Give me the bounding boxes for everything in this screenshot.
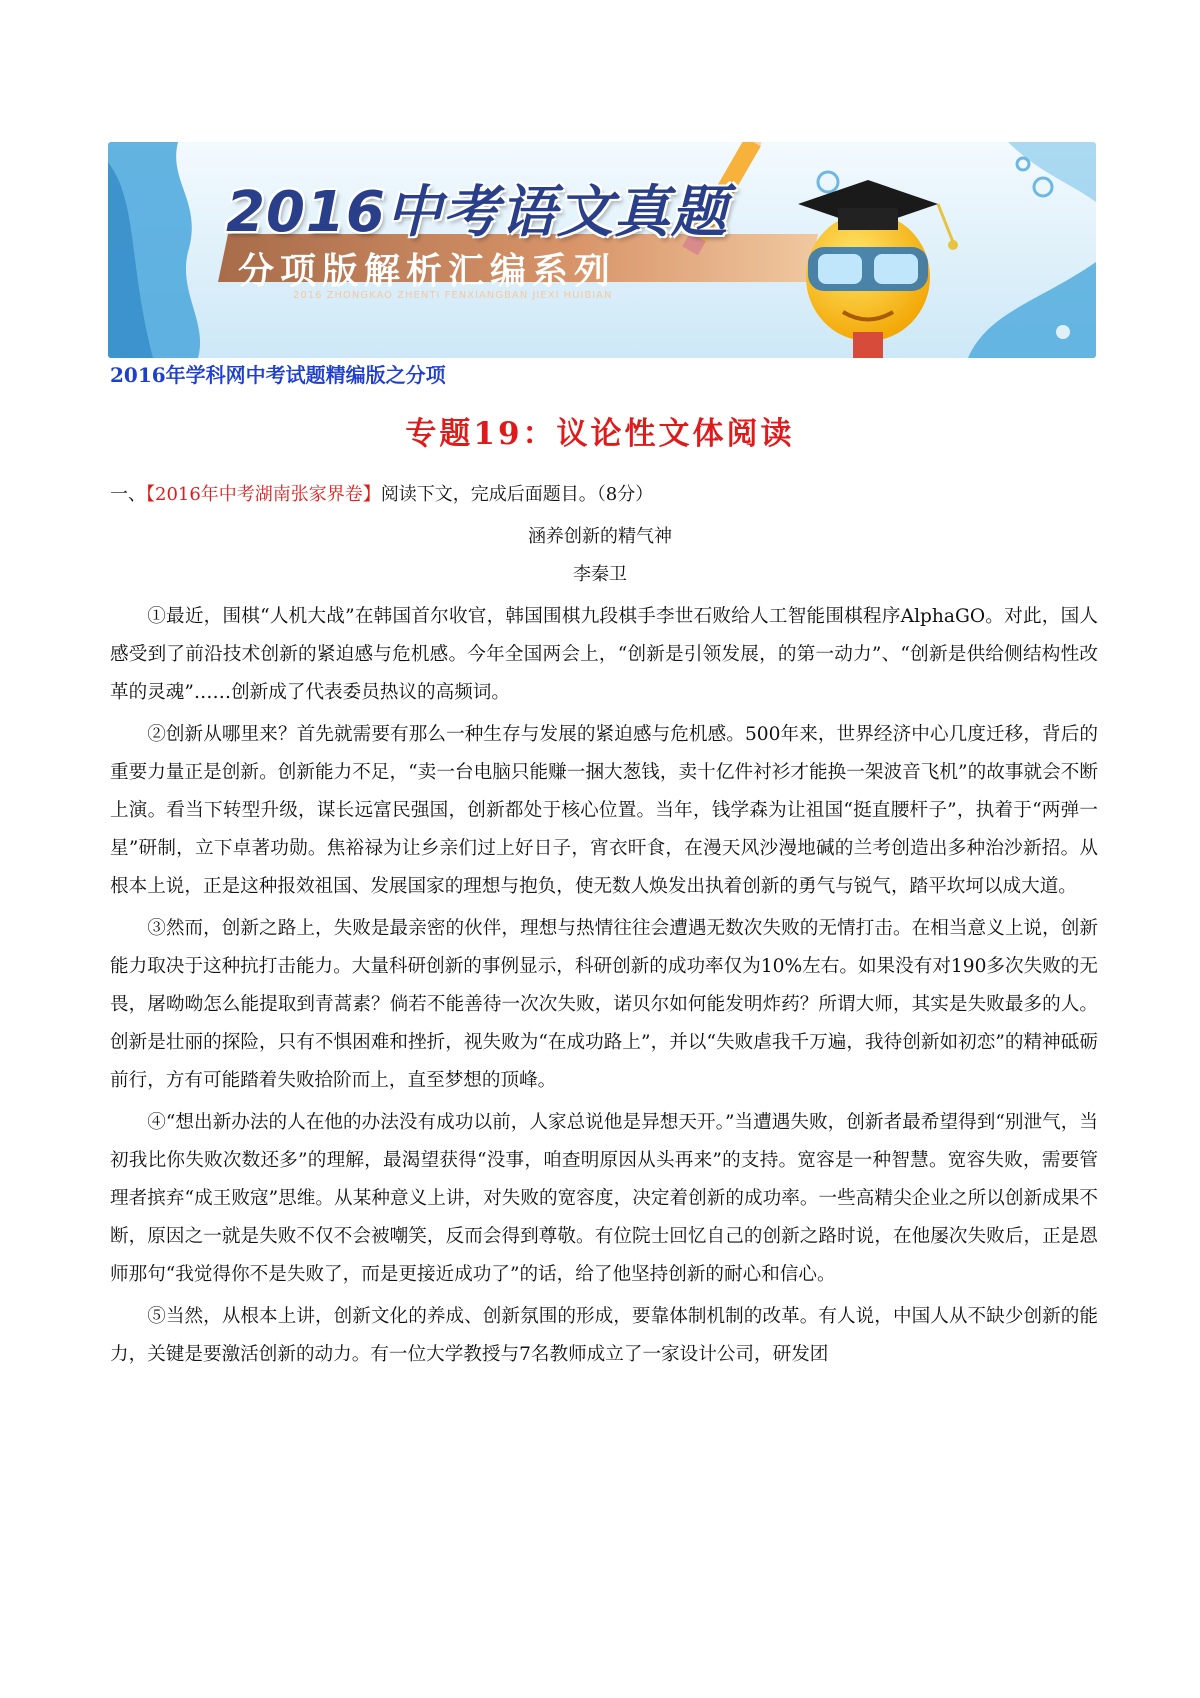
banner-image	[108, 142, 1096, 358]
banner-pinyin: 2016 ZHONGKAO ZHENTI FENXIANGBAN JIEXI HUIBIAN	[293, 290, 613, 301]
question-number: 一、	[110, 484, 146, 505]
question-intro	[110, 480, 653, 506]
paragraph-1: ①最近，围棋“人机大战”在韩国首尔收官，韩国围棋九段棋手李世石败给人工智能围棋程序AlphaGO。对此，国人感受到了前沿技术创新的紧迫感与危机感。今年全国两会上，“创新是引领发展，的第一动力”、“创新是供给侧结构性改革的灵魂”……创新成了代表委员热议的高频词。	[110, 606, 1098, 704]
article-author: 李秦卫	[573, 564, 627, 585]
series-heading: 2016年学科网中考试题精编版之分项	[110, 363, 446, 387]
article-title: 涵养创新的精气神	[528, 526, 672, 547]
article-body	[110, 598, 1098, 1377]
banner-subtitle: 分项版解析汇编系列	[238, 251, 617, 292]
banner-title: 2016中考语文真题	[226, 180, 728, 245]
question-source: 【2016年中考湖南张家界卷】	[146, 484, 381, 505]
paragraph-2: ②创新从哪里来？首先就需要有那么一种生存与发展的紧迫感与危机感。500年来，世界经济中心几度迁移，背后的重要力量正是创新。创新能力不足，“卖一台电脑只能赚一捆大葱钱，卖十亿件衬衫才能换一架波音飞机”的故事就会不断上演。看当下转型升级，谋长远富民强国，创新都处于核心位置。当年，钱学森为让祖国“挺直腰杆子”，执着于“两弹一星”研制，立下卓著功勋。焦裕禄为让乡亲们过上好日子，宵衣旰食，在漫天风沙漫地碱的兰考创造出多种治沙新招。从根本上说，正是这种报效祖国、发展国家的理想与抱负，使无数人焕发出执着创新的勇气与锐气，踏平坎坷以成大道。	[110, 723, 1098, 898]
topic-title: 专题19：议论性文体阅读	[405, 416, 795, 452]
paragraph-5: ⑤当然，从根本上讲，创新文化的养成、创新氛围的形成，要靠体制机制的改革。有人说，中国人从不缺少创新的能力，关键是要激活创新的动力。有一位大学教授与7名教师成立了一家设计公司，研发团	[110, 1305, 1098, 1365]
banner-art	[108, 142, 1096, 358]
paragraph-3: ③然而，创新之路上，失败是最亲密的伙伴，理想与热情往往会遭遇无数次失败的无情打击。在相当意义上说，创新能力取决于这种抗打击能力。大量科研创新的事例显示，科研创新的成功率仅为10%左右。如果没有对190多次失败的无畏，屠呦呦怎么能提取到青蒿素？倘若不能善待一次次失败，诺贝尔如何能发明炸药？所谓大师，其实是失败最多的人。创新是壮丽的探险，只有不惧困难和挫折，视失败为“在成功路上”，并以“失败虐我千万遍，我待创新如初恋”的精神砥砺前行，方有可能踏着失败拾阶而上，直至梦想的顶峰。	[110, 917, 1098, 1092]
paragraph-4: ④“想出新办法的人在他的办法没有成功以前，人家总说他是异想天开。”当遭遇失败，创新者最希望得到“别泄气，当初我比你失败次数还多”的理解，最渴望获得“没事，咱查明原因从头再来”的支持。宽容是一种智慧。宽容失败，需要管理者摈弃“成王败寇”思维。从某种意义上讲，对失败的宽容度，决定着创新的成功率。一些高精尖企业之所以创新成果不断，原因之一就是失败不仅不会被嘲笑，反而会得到尊敬。有位院士回忆自己的创新之路时说，在他屡次失败后，正是恩师那句“我觉得你不是失败了，而是更接近成功了”的话，给了他坚持创新的耐心和信心。	[110, 1111, 1098, 1286]
question-instruction: 阅读下文，完成后面题目。（8分）	[380, 484, 654, 505]
